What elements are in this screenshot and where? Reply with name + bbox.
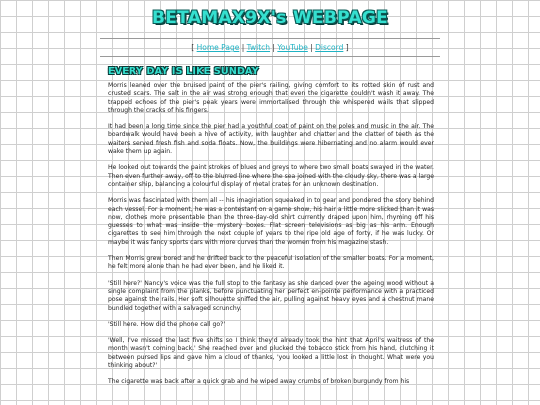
story-paragraph: He looked out towards the paint strokes of blues and greys to where two small boats swayed in the water. Then even further away, off to the blurred line where the sea joined with the cloudy sky, there was a large container ship, balancing a colourful display of metal crates for an unknown destination. <box>108 164 434 188</box>
story-content <box>108 82 434 395</box>
nav-separator: | <box>310 43 313 52</box>
story-paragraph: 'Still here?' Nancy's voice was the full stop to the fantasy as she danced over the ageing wood without a single complaint from the planks, before punctuating her perfect en-pointe performance with a practiced pose against the rails. Her soft silhouette sniffed the air, pulling against heavy eyes and a chestnut mane bundled together with a salvaged scrunchy. <box>108 279 434 312</box>
nav-link-twitch[interactable]: Twitch <box>246 43 271 52</box>
story-paragraph: 'Still here. How did the phone call go?' <box>108 320 226 328</box>
nav-bar <box>100 38 440 57</box>
story-paragraph: 'Well, I've missed the last five shifts so I think they'd already took the hint that April's waitress of the month wasn't coming back.' She reached over and plucked the tobacco stick from his hand, clutching it between pursed lips and gave him a cloud of thanks, 'you looked a little lost in thought. What were you thinking about?' <box>108 337 434 370</box>
story-paragraph: Morris leaned over the bruised paint of the pier's railing, giving comfort to its rotted skin of rust and crusted scars. The salt in the air was strong enough that even the cigarette couldn't wash it away. The trapped echoes of the pier's peak years were immortalised through the whispered wails that slipped through the cracks of his fingers. <box>108 82 434 114</box>
story-paragraph: Then Morris grew bored and he drifted back to the peaceful isolation of the smaller boats. For a moment, he felt more alone than he had ever been, and he liked it. <box>108 255 434 271</box>
site-title: BETAMAX9X's WEBPAGE <box>151 8 388 28</box>
story-paragraph: Morris was fascinated with them all -- his imagination squeaked in to gear and pondered the story behind each vessel. For a moment, he was a contestant on a game show, his hair a little more slicked than it was now, clothes more presentable than the three-day-old shirt currently draped upon him, rhyming off his guesses to what was inside the mystery boxes. Flat screen televisions as big as his arm. Enough cigarettes to see him through the next couple of years to the ripe old age of forty, if he was lucky. Or maybe it was fancy sports cars with more curves than the women from his magazine stash. <box>108 197 434 246</box>
nav-link-youtube[interactable]: YouTube <box>277 43 308 52</box>
nav-link-home-page[interactable]: Home Page <box>196 43 240 52</box>
nav-link-discord[interactable]: Discord <box>315 43 344 52</box>
section-heading: EVERY DAY IS LIKE SUNDAY <box>108 66 259 77</box>
nav-open-bracket: [ <box>191 43 195 52</box>
nav-separator: | <box>272 43 275 52</box>
story-paragraph: The cigarette was back after a quick grab and he wiped away crumbs of broken burgundy from his <box>108 378 410 386</box>
story-paragraph: It had been a long time since the pier had a youthful coat of paint on the poles and music in the air. The boardwalk would have been a hive of activity, with laughter and chatter and the clatter of teeth as the waiters served fresh fish and soda floats. Now, the buildings were hibernating and no alarm would ever wake them up again. <box>108 123 434 156</box>
nav-close-bracket: ] <box>345 43 349 52</box>
nav-separator: | <box>241 43 245 52</box>
